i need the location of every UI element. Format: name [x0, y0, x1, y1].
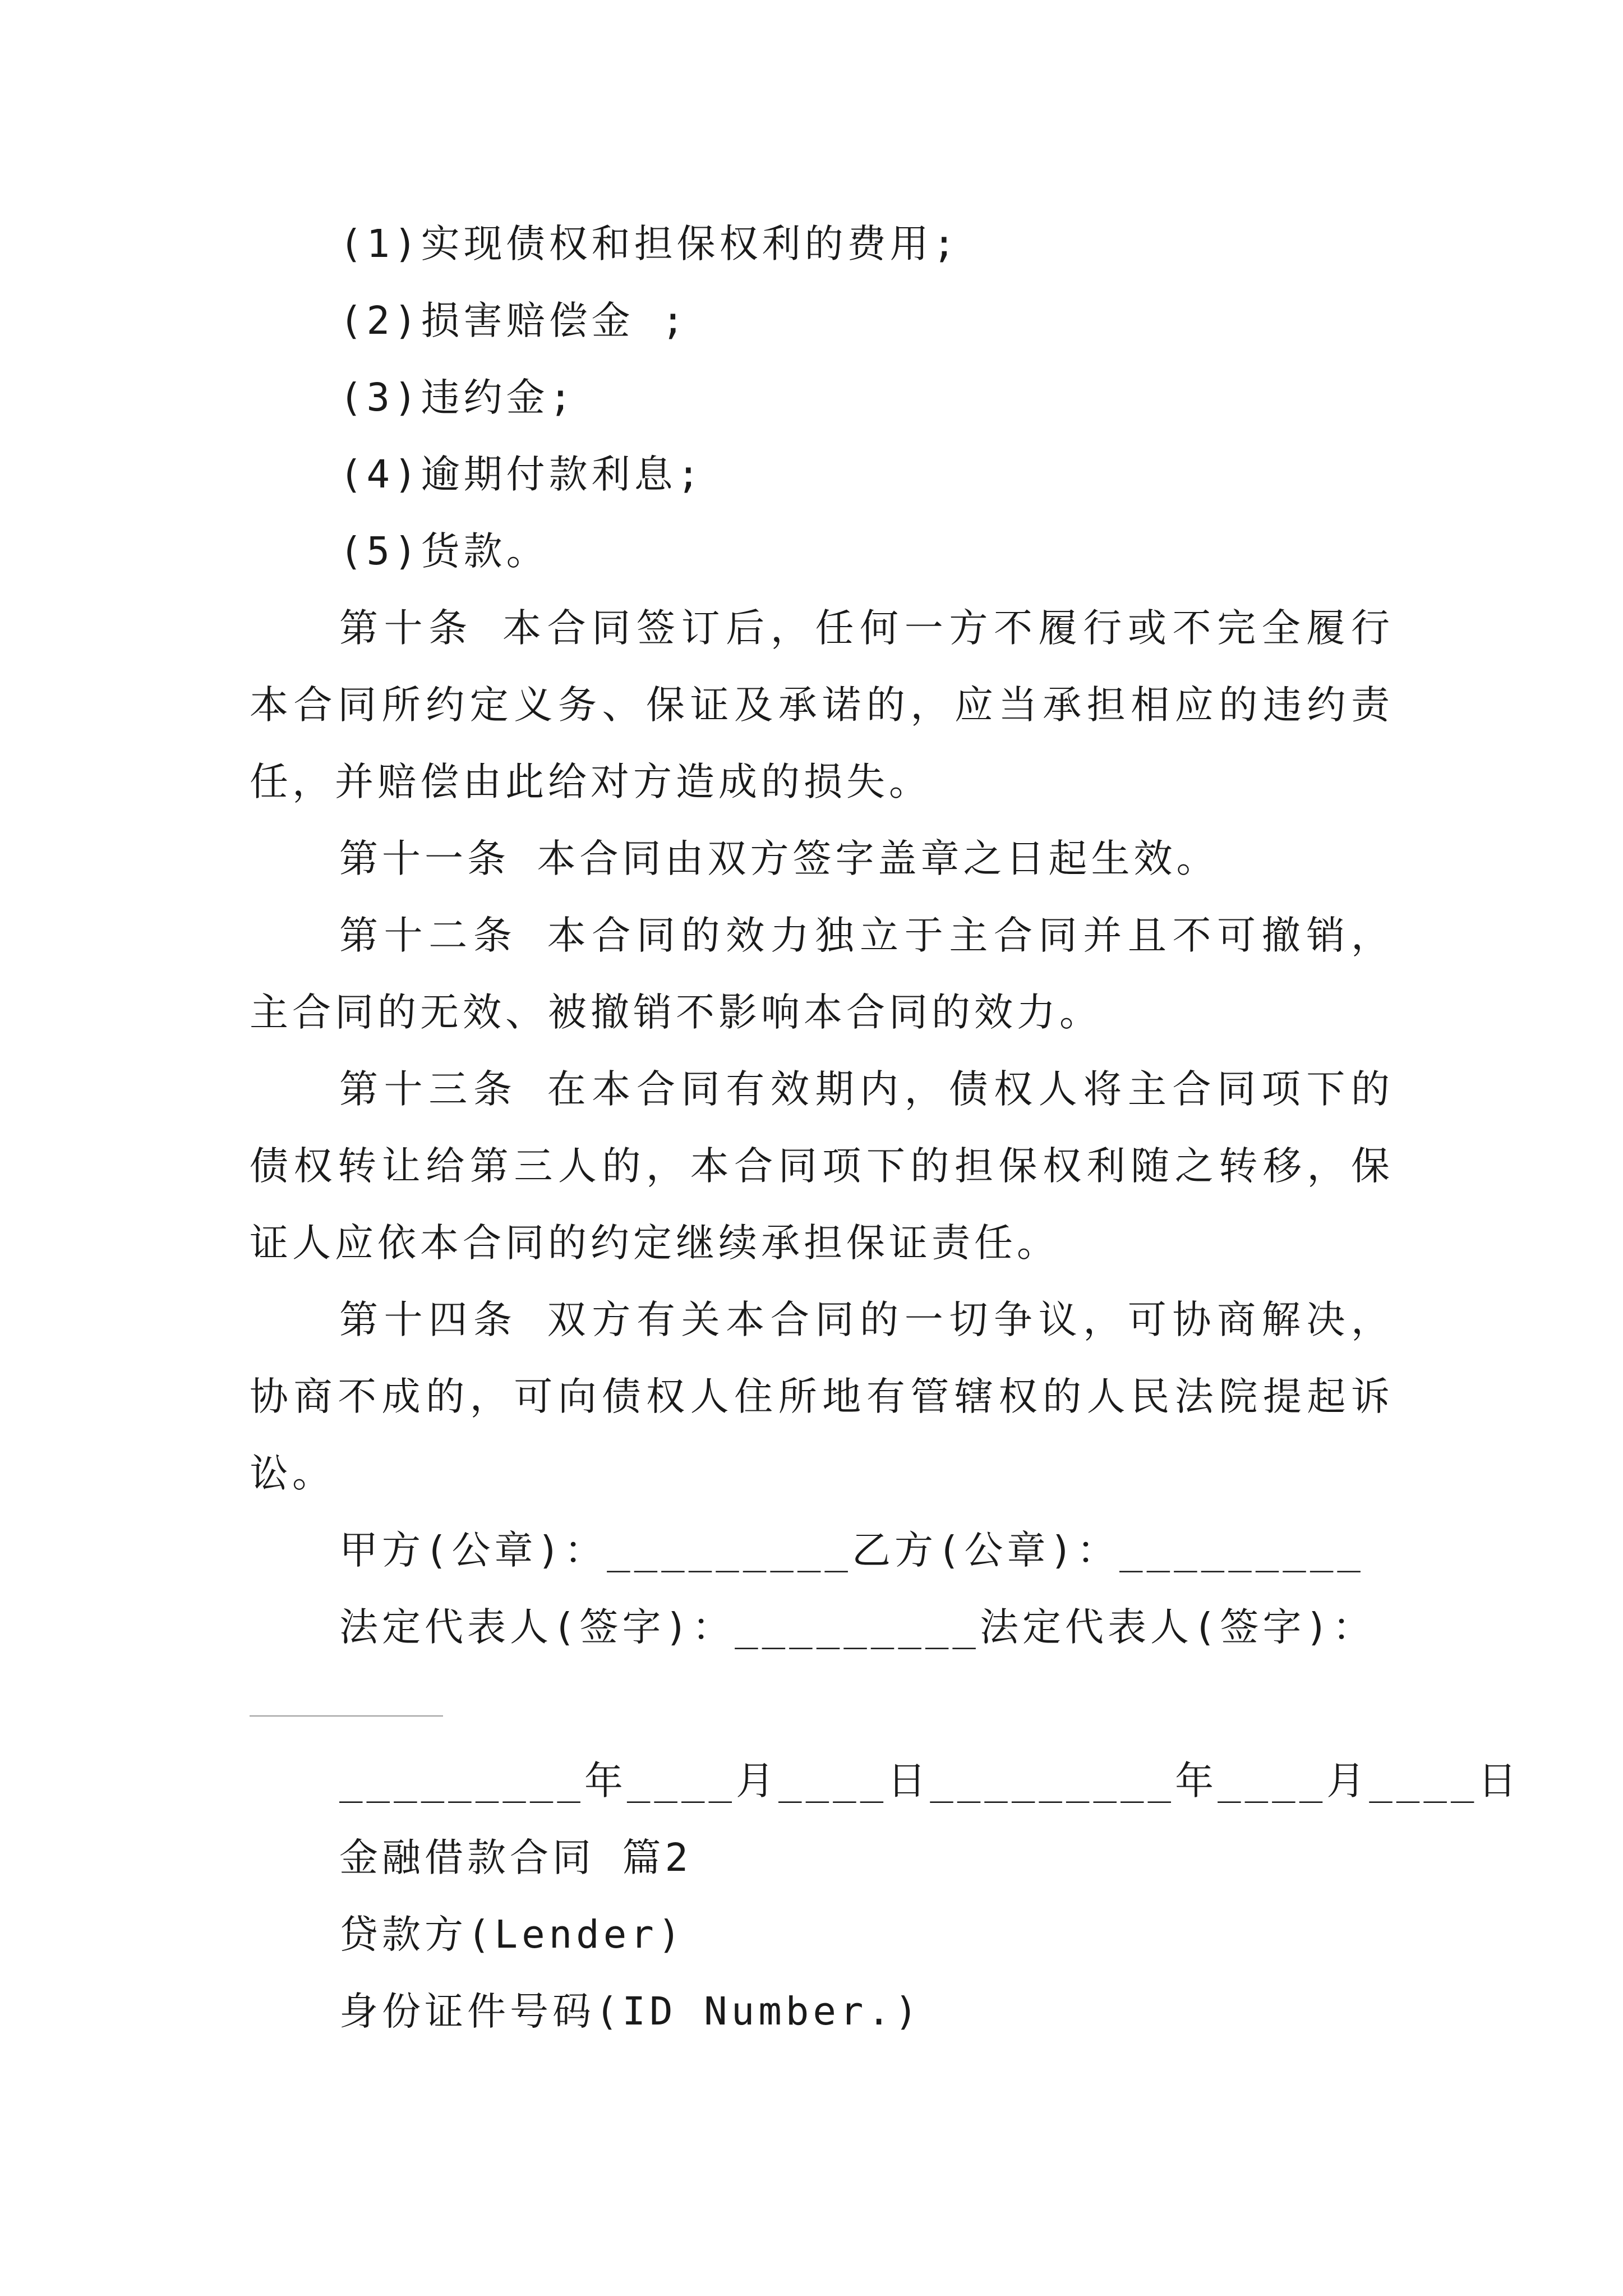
- id-number-label: 身份证件号码(ID Number.): [339, 1989, 922, 2034]
- article-12-line-2: 主合同的无效、被撤销不影响本合同的效力。: [250, 990, 1102, 1035]
- date-line: _________年____月____日_________年____月____日: [339, 1759, 1521, 1803]
- article-11: 第十一条 本合同由双方签字盖章之日起生效。: [339, 836, 1219, 881]
- clause-item-2: (2)损害赔偿金 ;: [339, 298, 689, 343]
- clause-item-4: (4)逾期付款利息;: [339, 452, 704, 497]
- clause-item-5: (5)货款。: [339, 529, 549, 574]
- article-13-line-3: 证人应依本合同的约定继续承担保证责任。: [250, 1221, 1059, 1266]
- article-14-line-3: 讼。: [250, 1451, 335, 1496]
- article-10-line-3: 任，并赔偿由此给对方造成的损失。: [250, 760, 932, 804]
- article-12-line-1: 第十二条 本合同的效力独立于主合同并且不可撤销，: [339, 913, 1394, 958]
- section-title-2: 金融借款合同 篇2: [339, 1835, 693, 1880]
- article-10-line-1: 第十条 本合同签订后，任何一方不履行或不完全履行: [339, 606, 1394, 651]
- party-seal-line: 甲方(公章)：_________乙方(公章)：_________: [339, 1528, 1364, 1573]
- article-13-line-1: 第十三条 在本合同有效期内，债权人将主合同项下的: [339, 1067, 1394, 1112]
- clause-item-3: (3)违约金;: [339, 375, 577, 420]
- article-13-line-2: 债权转让给第三人的，本合同项下的担保权利随之转移，保: [250, 1144, 1394, 1189]
- article-10-line-2: 本合同所约定义务、保证及承诺的，应当承担相应的违约责: [250, 683, 1394, 728]
- lender-label: 贷款方(Lender): [339, 1912, 685, 1957]
- article-14-line-1: 第十四条 双方有关本合同的一切争议，可协商解决，: [339, 1297, 1394, 1342]
- signature-blank-underline: [250, 1715, 443, 1717]
- legal-representative-line: 法定代表人(签字)：_________法定代表人(签字)：: [339, 1605, 1376, 1650]
- article-14-line-2: 协商不成的，可向债权人住所地有管辖权的人民法院提起诉: [250, 1374, 1394, 1419]
- clause-item-1: (1)实现债权和担保权利的费用;: [339, 222, 960, 266]
